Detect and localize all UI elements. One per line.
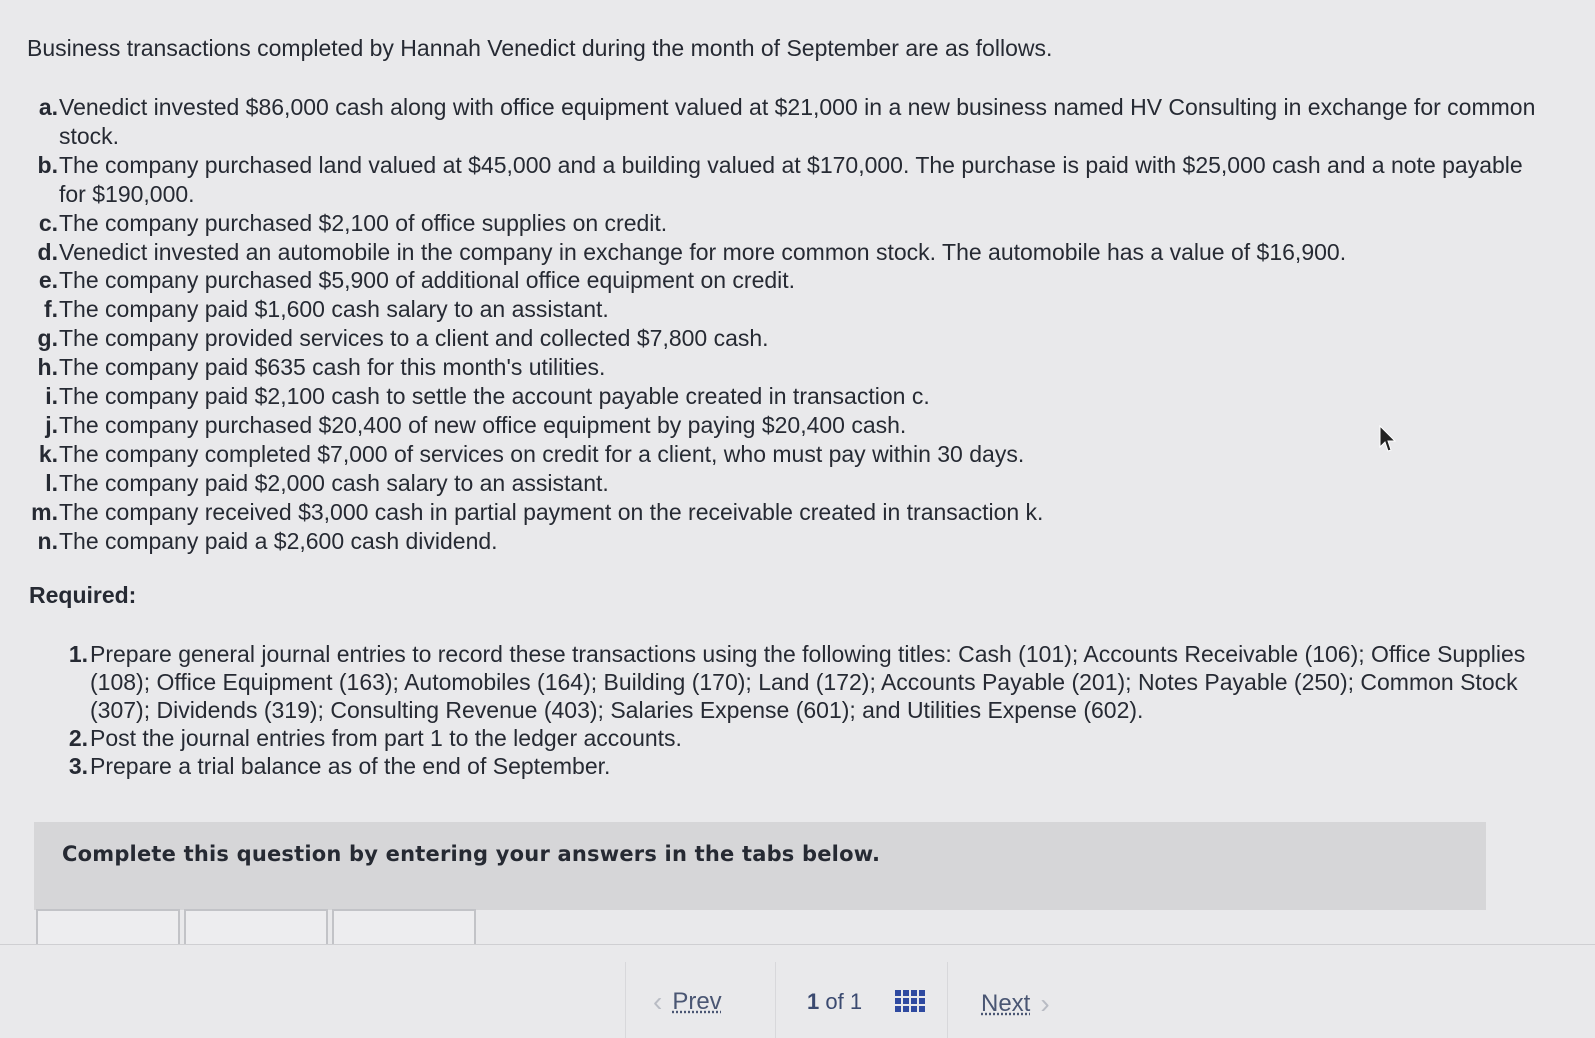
required-list bbox=[58, 640, 1528, 780]
answer-tab-1[interactable] bbox=[36, 909, 180, 945]
required-text: Post the journal entries from part 1 to the ledger accounts. bbox=[90, 725, 682, 751]
transaction-label: a. bbox=[38, 94, 58, 120]
transaction-text: The company paid $635 cash for this month's utilities. bbox=[59, 354, 606, 381]
transaction-text: The company received $3,000 cash in partial payment on the receivable created in transaction k. bbox=[59, 498, 1044, 525]
transaction-item bbox=[18, 353, 1548, 382]
required-text: Prepare a trial balance as of the end of September. bbox=[90, 753, 611, 779]
transaction-text: The company paid $2,100 cash to settle the account payable created in transaction c. bbox=[59, 383, 930, 410]
transaction-label: b. bbox=[37, 151, 58, 178]
transaction-item bbox=[18, 238, 1548, 267]
transaction-item bbox=[18, 295, 1548, 324]
required-text: Prepare general journal entries to record these transactions using the following titles: Cash (101); Accounts Receivable (106); Office Supplies (108); Office Equipment (163); Automobiles (164); Building (170); Land (172); Accounts Payable (201); Notes Payable (250); Common Stock (307); Dividends (319); Consulting Revenue (403); Salaries Expense (601); and Utilities Expense (602). bbox=[90, 641, 1526, 723]
chevron-right-icon: › bbox=[1040, 988, 1050, 1019]
transaction-text: The company paid $2,000 cash salary to an assistant. bbox=[59, 469, 609, 496]
transaction-item bbox=[18, 440, 1548, 469]
transaction-text: The company purchased $5,900 of additional office equipment on credit. bbox=[59, 267, 796, 294]
transaction-label: c. bbox=[38, 209, 58, 236]
transaction-label: h. bbox=[37, 354, 58, 381]
current-page: 1 bbox=[807, 989, 820, 1014]
transaction-item bbox=[18, 469, 1548, 498]
divider bbox=[0, 944, 1595, 945]
required-number: 1. bbox=[68, 641, 88, 667]
answer-tab-3[interactable] bbox=[332, 909, 476, 945]
answer-tab-2[interactable] bbox=[184, 909, 328, 945]
transaction-item bbox=[18, 498, 1548, 527]
transaction-text: The company paid $1,600 cash salary to an assistant. bbox=[59, 296, 609, 323]
required-heading: Required: bbox=[29, 582, 137, 608]
transaction-text: Venedict invested an automobile in the company in exchange for more common stock. The automobile has a value of $16,900. bbox=[59, 238, 1347, 265]
divider bbox=[625, 962, 626, 1038]
transaction-label: i. bbox=[45, 383, 58, 410]
grid-icon[interactable] bbox=[895, 990, 923, 1016]
transaction-label: l. bbox=[45, 469, 58, 496]
transaction-text: The company purchased land valued at $45,000 and a building valued at $170,000. The purchase is paid with $25,000 cash and a note payable for $190,000. bbox=[59, 151, 1523, 207]
transaction-label: g. bbox=[37, 325, 58, 352]
instruction-message: Complete this question by entering your answers in the tabs below. bbox=[62, 842, 881, 866]
required-item bbox=[58, 724, 1528, 752]
transaction-text: The company paid a $2,600 cash dividend. bbox=[59, 527, 498, 554]
transaction-text: Venedict invested $86,000 cash along with office equipment valued at $21,000 in a new business named HV Consulting in exchange for common stock. bbox=[59, 94, 1536, 149]
transaction-text: The company purchased $2,100 of office supplies on credit. bbox=[59, 209, 668, 236]
divider bbox=[775, 962, 776, 1038]
transaction-item bbox=[18, 151, 1548, 209]
required-item bbox=[58, 752, 1528, 780]
of-label: of bbox=[825, 989, 844, 1014]
prev-label: Prev bbox=[672, 988, 722, 1015]
transaction-item bbox=[18, 324, 1548, 353]
transaction-label: f. bbox=[43, 296, 58, 323]
transaction-label: m. bbox=[31, 498, 58, 525]
divider bbox=[947, 962, 948, 1038]
next-label: Next bbox=[981, 990, 1031, 1017]
prev-button[interactable] bbox=[653, 986, 732, 1018]
transaction-label: n. bbox=[37, 527, 58, 554]
pagination bbox=[625, 962, 1095, 1038]
required-item bbox=[58, 640, 1528, 724]
transaction-list bbox=[18, 93, 1548, 556]
required-number: 2. bbox=[68, 725, 88, 751]
page-indicator bbox=[807, 989, 862, 1015]
transaction-item bbox=[18, 411, 1548, 440]
mouse-cursor-icon bbox=[1378, 425, 1398, 453]
instruction-banner bbox=[34, 822, 1486, 910]
transaction-label: e. bbox=[38, 267, 58, 294]
answer-tabs bbox=[36, 909, 480, 947]
transaction-label: k. bbox=[38, 440, 58, 467]
next-button[interactable] bbox=[971, 988, 1050, 1020]
required-number: 3. bbox=[68, 753, 88, 779]
transaction-item bbox=[18, 527, 1548, 556]
chevron-left-icon: ‹ bbox=[653, 986, 663, 1017]
transaction-text: The company provided services to a client and collected $7,800 cash. bbox=[59, 325, 769, 352]
total-pages: 1 bbox=[849, 989, 863, 1014]
transaction-label: j. bbox=[45, 411, 58, 438]
transaction-label: d. bbox=[37, 238, 58, 265]
intro-text: Business transactions completed by Hannah Venedict during the month of September are as follows. bbox=[27, 35, 1053, 61]
transaction-item bbox=[18, 266, 1548, 295]
transaction-text: The company completed $7,000 of services on credit for a client, who must pay within 30 days. bbox=[59, 440, 1025, 467]
transaction-text: The company purchased $20,400 of new office equipment by paying $20,400 cash. bbox=[59, 411, 907, 438]
transaction-item bbox=[18, 93, 1548, 151]
transaction-item bbox=[18, 382, 1548, 411]
transaction-item bbox=[18, 209, 1548, 238]
